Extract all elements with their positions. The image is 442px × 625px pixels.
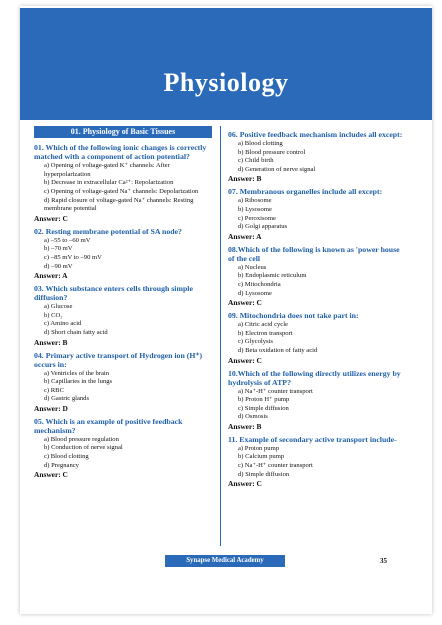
option-item: b) Capillaries in the lungs	[44, 378, 113, 386]
option-list	[228, 321, 406, 355]
option-list	[228, 388, 406, 422]
option-item: a) Nucleus	[238, 263, 267, 271]
question-text: 03. Which substance enters cells through simple diffusion?	[34, 284, 193, 303]
answer-text: Answer: B	[228, 174, 262, 184]
option-item: c) Blood clotting	[44, 453, 89, 461]
right-question-list	[228, 130, 406, 488]
question-text: 11. Example of secondary active transport include-	[228, 434, 397, 444]
title-banner	[20, 8, 432, 120]
option-item: a) Glucose	[44, 303, 73, 311]
option-list	[34, 436, 212, 470]
option-item: a) Ribosome	[238, 197, 272, 205]
option-item: a) Proton pump	[238, 444, 280, 452]
option-item: d) Rapid closure of voltage-gated Na⁺ channels: Resting membrane potential	[44, 196, 194, 213]
option-item: d) Lysosome	[238, 289, 272, 297]
answer-text: Answer: B	[228, 421, 262, 431]
option-item: b) Blood pressure control	[238, 148, 306, 156]
right-column	[228, 126, 406, 491]
option-item: c) Peroxisome	[238, 214, 276, 222]
option-list	[34, 237, 212, 271]
option-item: a) Blood clotting	[238, 140, 283, 147]
option-item: b) Proton H⁺ pump	[238, 396, 290, 404]
section-heading: 01. Physiology of Basic Tissues	[34, 126, 212, 138]
left-column	[34, 126, 212, 482]
option-item: d) Osmosis	[238, 413, 268, 421]
answer-text: Answer: C	[34, 213, 68, 223]
answer-text: Answer: D	[34, 403, 68, 413]
option-item: d) –90 mV	[44, 262, 73, 270]
option-item: c) Glycolysis	[238, 338, 273, 346]
option-list	[34, 303, 212, 337]
answer-text: Answer: C	[228, 298, 262, 308]
option-list	[34, 162, 212, 214]
option-item: d) Gastric glands	[44, 395, 90, 403]
question-text: 06. Positive feedback mechanism includes all except:	[228, 130, 403, 139]
question-text: 09. Mitochondria does not take part in:	[228, 311, 359, 321]
answer-text: Answer: A	[34, 271, 68, 281]
option-item: c) Opening of voltage-gated Na⁺ channels: Depolarization	[44, 187, 199, 195]
question-text: 10.Which of the following directly utilizes energy by hydrolysis of ATP?	[228, 368, 401, 387]
question-block	[34, 227, 212, 280]
option-item: d) Golgi apparatus	[238, 223, 288, 231]
document-page	[20, 6, 432, 614]
option-item: d) Simple diffusion	[238, 470, 290, 478]
option-item: d) Beta oxidation of fatty acid	[238, 346, 318, 354]
option-list	[34, 370, 212, 404]
option-item: a) Citric acid cycle	[238, 321, 288, 329]
page-number: 35	[380, 557, 387, 565]
option-list	[228, 140, 406, 174]
option-item: b) Lysosome	[238, 205, 272, 213]
option-item: c) Mitochondria	[238, 280, 281, 288]
answer-text: Answer: A	[228, 231, 262, 241]
option-item: a) –55 to –60 mV	[44, 236, 91, 244]
question-block	[228, 187, 406, 240]
question-text: 01. Which of the following ionic changes is correctly matched with a component of action potential?	[34, 143, 207, 162]
question-block	[34, 351, 212, 413]
option-item: a) Ventricles of the brain	[44, 369, 110, 377]
footer-academy-name: Synapse Medical Academy	[165, 555, 285, 567]
option-item: b) –70 mV	[44, 245, 73, 253]
question-block	[34, 143, 212, 223]
question-text: 05. Which is an example of positive feedback mechanism?	[34, 416, 183, 435]
question-block	[228, 130, 406, 183]
option-item: a) Blood pressure regulation	[44, 435, 119, 443]
question-block	[34, 284, 212, 346]
option-item: d) Short chain fatty acid	[44, 328, 108, 336]
answer-text: Answer: B	[34, 337, 68, 347]
option-list	[228, 445, 406, 479]
option-list	[228, 264, 406, 298]
answer-text: Answer: C	[228, 479, 262, 489]
option-item: c) RBC	[44, 386, 64, 394]
question-block	[228, 369, 406, 431]
option-item: b) CO₂	[44, 311, 63, 319]
option-item: c) –85 mV to –90 mV	[44, 253, 102, 261]
option-item: b) Electron transport	[238, 329, 293, 337]
option-item: c) Amino acid	[44, 320, 82, 328]
column-divider	[220, 126, 221, 546]
option-item: d) Pregnancy	[44, 461, 79, 469]
option-item: d) Generation of nerve signal	[238, 165, 316, 173]
option-item: b) Calcium pump	[238, 453, 285, 461]
page-title: Physiology	[163, 68, 289, 97]
question-block	[34, 417, 212, 479]
question-text: 07. Membranous organelles include all except:	[228, 187, 383, 197]
answer-text: Answer: C	[34, 470, 68, 480]
option-item: a) Opening of voltage-gated K⁺ channels: After hyperpolarization	[44, 162, 170, 178]
option-item: a) Na⁺-H⁺ counter transport	[238, 387, 313, 395]
question-block	[228, 245, 406, 307]
question-text: 04. Primary active transport of Hydrogen ion (H⁺) occurs in:	[34, 350, 203, 369]
option-item: b) Conduction of nerve signal	[44, 444, 123, 452]
option-item: c) Na⁺-H⁺ counter transport	[238, 462, 313, 470]
question-text: 08.Which of the following is known as 'power house of the cell	[228, 244, 400, 263]
option-item: b) Endoplasmic reticulum	[238, 272, 307, 280]
option-list	[228, 197, 406, 231]
left-question-list	[34, 143, 212, 479]
option-item: b) Decrease in extracellular Ca²⁺: Repolarization	[44, 179, 174, 187]
option-item: c) Child birth	[238, 157, 274, 165]
question-block	[228, 311, 406, 364]
question-text: 02. Resting membrane potential of SA node?	[34, 226, 182, 236]
question-block	[228, 435, 406, 488]
option-item: c) Simple diffusion	[238, 404, 289, 412]
answer-text: Answer: C	[228, 355, 262, 365]
